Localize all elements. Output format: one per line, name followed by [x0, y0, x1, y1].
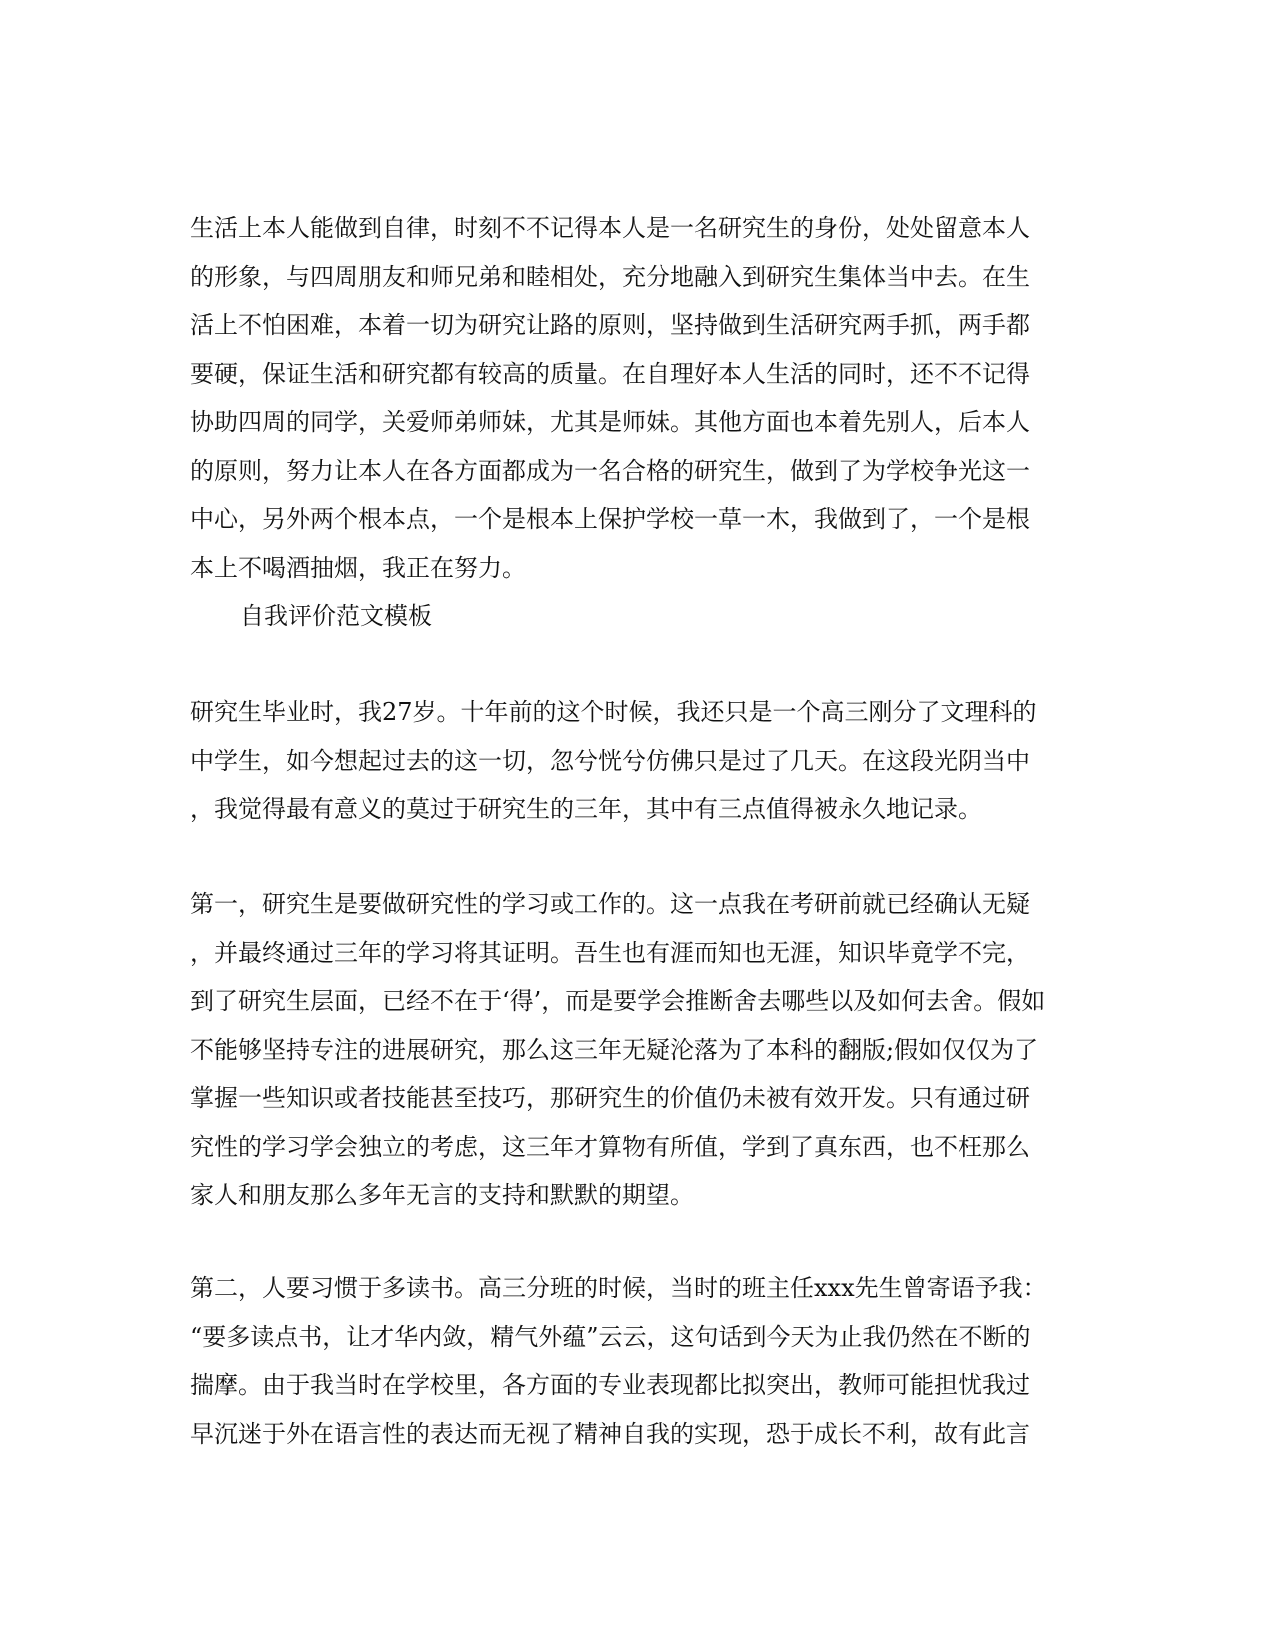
paragraph-graduation — [190, 688, 1090, 834]
text-line: 的形象，与四周朋友和师兄弟和睦相处，充分地融入到研究生集体当中去。在生 — [190, 262, 1030, 291]
text-line: 生活上本人能做到自律，时刻不不记得本人是一名研究生的身份，处处留意本人 — [190, 214, 1030, 242]
paragraph-point-two — [190, 1264, 1090, 1458]
text-line: 的原则，努力让本人在各方面都成为一名合格的研究生，做到了为学校争光这一 — [190, 456, 1030, 485]
paragraph-life-discipline — [190, 204, 1090, 592]
text-line: 中学生，如今想起过去的这一切，忽兮恍兮仿佛只是过了几天。在这段光阴当中 — [190, 746, 1030, 775]
heading-text: 自我评价范文模板 — [240, 602, 432, 630]
text-line: 活上不怕困难，本着一切为研究让路的原则，坚持做到生活研究两手抓，两手都 — [190, 311, 1030, 339]
text-line: 协助四周的同学，关爱师弟师妹，尤其是师妹。其他方面也本着先别人，后本人 — [190, 408, 1030, 436]
text-line: 要硬，保证生活和研究都有较高的质量。在自理好本人生活的同时，还不不记得 — [190, 359, 1030, 388]
text-line: 掌握一些知识或者技能甚至技巧，那研究生的价值仍未被有效开发。只有通过研 — [190, 1084, 1030, 1112]
text-line: 第二，人要习惯于多读书。高三分班的时候，当时的班主任xxx先生曾寄语予我： — [190, 1274, 1047, 1302]
text-line: 研究生毕业时，我27岁。十年前的这个时候，我还只是一个高三刚分了文理科的 — [190, 698, 1037, 726]
text-line: “要多读点书，让才华内敛，精气外蕴”云云，这句话到今天为止我仍然在不断的 — [190, 1322, 1031, 1351]
text-line: 究性的学习学会独立的考虑，这三年才算物有所值，学到了真东西，也不枉那么 — [190, 1132, 1030, 1161]
text-line: 家人和朋友那么多年无言的支持和默默的期望。 — [190, 1181, 694, 1209]
text-line: 第一，研究生是要做研究性的学习或工作的。这一点我在考研前就已经确认无疑 — [190, 890, 1030, 918]
text-line: 早沉迷于外在语言性的表达而无视了精神自我的实现，恐于成长不利，故有此言 — [190, 1419, 1030, 1448]
text-line: 中心，另外两个根本点，一个是根本上保护学校一草一木，我做到了，一个是根 — [190, 505, 1030, 533]
text-line: ，我觉得最有意义的莫过于研究生的三年，其中有三点值得被永久地记录。 — [190, 795, 982, 823]
text-line: 揣摩。由于我当时在学校里，各方面的专业表现都比拟突出，教师可能担忧我过 — [190, 1371, 1030, 1399]
text-line: 本上不喝酒抽烟，我正在努力。 — [190, 553, 526, 582]
text-line: 到了研究生层面，已经不在于‘得’，而是要学会推断舍去哪些以及如何去舍。假如 — [190, 987, 1046, 1015]
section-heading — [190, 592, 1090, 641]
text-line: ，并最终通过三年的学习将其证明。吾生也有涯而知也无涯，知识毕竟学不完， — [190, 938, 1030, 967]
paragraph-point-one — [190, 880, 1090, 1220]
text-line: 不能够坚持专注的进展研究，那么这三年无疑沦落为了本科的翻版;假如仅仅为了 — [190, 1035, 1039, 1064]
